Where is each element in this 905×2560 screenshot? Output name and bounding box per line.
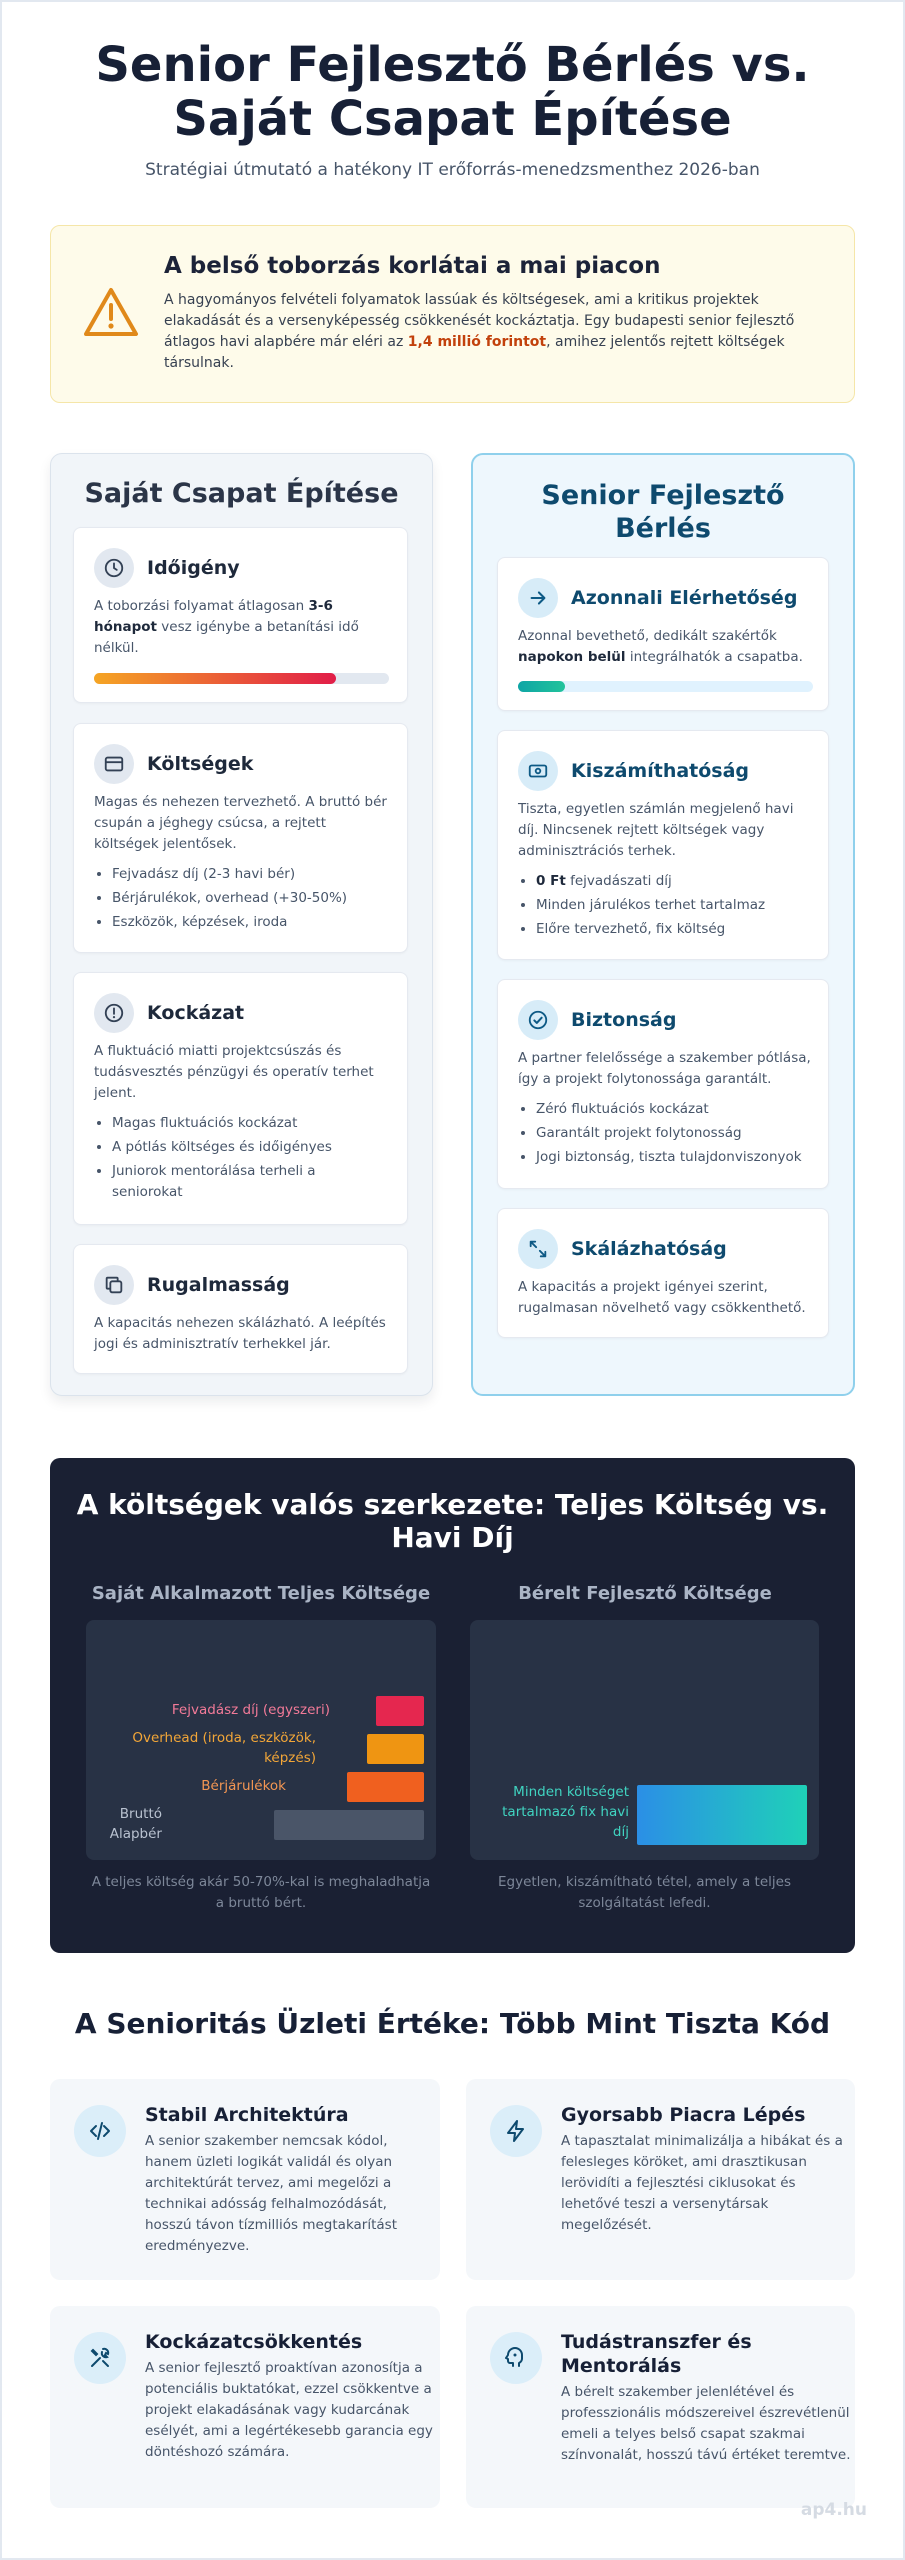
arrow-right-icon: [518, 578, 558, 618]
card-text-security: A partner felelőssége a szakember pótlása, így a projekt folytonossága garantált.: [518, 1050, 811, 1087]
list-item: • Magas fluktuációs kockázat: [112, 1111, 389, 1135]
alert-text-part-2: , amihez jelentős rejtett költségek társulnak.: [164, 334, 785, 371]
availability-progress-track: [518, 681, 813, 692]
page-title: [0, 38, 905, 146]
value-text-architecture: A senior szakember nemcsak kódol, hanem üzleti logikát validál és olyan architektúrát tervez, ami megelőzi a technikai adósság felhalmozódását, hosszú távon tízmilliós megtakarítást eredményezve.: [145, 2133, 397, 2254]
card-costs: [73, 723, 408, 953]
value-text-knowledge-transfer: A bérelt szakember jelenlétével és professzionális módszereivel észrevétlenül emeli a telyes belső csapat szakmai színvonalát, hosszú távú értéket teremtve.: [561, 2384, 851, 2463]
cost-structure-section: [50, 1458, 855, 1953]
rental-cost-chart: [470, 1620, 819, 1860]
label-contributions: Bérjárulékok: [201, 1778, 286, 1794]
alert-circle-icon: [94, 993, 134, 1033]
card-time-requirement: [73, 527, 408, 703]
list-item: • Eszközök, képzések, iroda: [112, 910, 389, 934]
own-note-line-1: A teljes költség akár 50-70%-kal is meghaladhatja: [91, 1874, 431, 1890]
card-title-availability: Azonnali Elérhetőség: [571, 587, 798, 609]
bar-gross-salary: [274, 1810, 424, 1840]
label-overhead-line-2: képzés): [264, 1750, 316, 1766]
time-text-bold: 3-6 hónapot: [94, 598, 333, 635]
expand-icon: [518, 1229, 558, 1269]
value-title-time-to-market: Gyorsabb Piacra Lépés: [561, 2104, 806, 2126]
time-progress-fill: [94, 673, 336, 684]
own-team-column: [50, 453, 433, 1396]
card-text-flex: A kapacitás nehezen skálázható. A leépítés jogi és adminisztratív terhekkel jár.: [94, 1315, 386, 1352]
availability-progress-fill: [518, 681, 565, 692]
page-subtitle: Stratégiai útmutató a hatékony IT erőforrás-menedzsmenthez 2026-ban: [145, 160, 760, 180]
check-circle-icon: [518, 1000, 558, 1040]
own-cost-note: [86, 1872, 436, 1914]
list-item: • Juniorok mentorálása terheli a seniorokat: [112, 1161, 389, 1203]
label-gross-salary: [110, 1804, 162, 1844]
list-item: [536, 869, 813, 893]
card-text-risk: A fluktuáció miatti projektcsúszás és tudásvesztés pénzügyi és operatív terhet jelent.: [94, 1043, 374, 1101]
bar-overhead: [367, 1734, 424, 1764]
cost-title-line-1: A költségek valós szerkezete: Teljes Költség vs.: [76, 1488, 829, 1521]
list-item: • Minden járulékos terhet tartalmaz: [536, 893, 813, 917]
security-list: [518, 1097, 813, 1169]
costs-list: [94, 862, 389, 934]
card-text-availability: [518, 626, 813, 668]
list-item: • Garantált projekt folytonosság: [536, 1121, 813, 1145]
card-text-scalability: A kapacitás a projekt igényei szerint, rugalmasan növelhető vagy csökkenthető.: [518, 1279, 806, 1316]
rental-cost-subtitle: Bérelt Fejlesztő Költsége: [518, 1583, 772, 1604]
rental-note-line-1: Egyetlen, kiszámítható tétel, amely a teljes: [497, 1874, 791, 1890]
tools-icon: [74, 2332, 126, 2384]
card-title-security: Biztonság: [571, 1009, 677, 1031]
alert-text: [164, 290, 834, 374]
alert-title: A belső toborzás korlátai a mai piacon: [164, 253, 661, 279]
rental-note-line-2: szolgáltatást lefedi.: [578, 1895, 711, 1911]
value-card-knowledge-transfer: [466, 2306, 855, 2508]
fixed-fee-line-1: Minden költséget: [513, 1784, 629, 1800]
list-item: • Előre tervezhető, fix költség: [536, 917, 813, 941]
list-item: • A pótlás költséges és időigényes: [112, 1135, 389, 1159]
card-title-scalability: Skálázhatóság: [571, 1238, 727, 1260]
bar-contributions: [347, 1772, 424, 1802]
page-title-line-1: Senior Fejlesztő Bérlés vs.: [95, 37, 810, 93]
value-title-architecture: Stabil Architektúra: [145, 2104, 349, 2126]
label-salary-line-1: Bruttó: [119, 1806, 162, 1822]
time-text-part-2: vesz igénybe a betanítási idő nélkül.: [94, 619, 359, 656]
zero-fee-rest: fejvadászati díj: [565, 873, 672, 889]
rental-column: [471, 453, 855, 1396]
card-text-predictability: Tiszta, egyetlen számlán megjelenő havi díj. Nincsenek rejtett költségek vagy adminisztrációs terhek.: [518, 801, 794, 859]
avail-text-part-2: integrálhatók a csapatba.: [625, 649, 803, 665]
wallet-icon: [94, 744, 134, 784]
alert-text-part-1: A hagyományos felvételi folyamatok lassúak és költségesek, ami a kritikus projektek elakadását és a versenyképesség csökkenését kockáztatja. Egy budapesti senior fejlesztő átlagos havi alapbére már eléri az: [164, 292, 795, 350]
rental-title: [473, 479, 853, 545]
rental-title-line-2: Bérlés: [615, 513, 711, 544]
card-title-costs: Költségek: [147, 753, 254, 775]
value-card-risk-reduction: [50, 2306, 440, 2508]
time-text-part-1: A toborzási folyamat átlagosan: [94, 598, 309, 614]
list-item: • Jogi biztonság, tiszta tulajdonviszonyok: [536, 1145, 813, 1169]
page-title-line-2: Saját Csapat Építése: [173, 91, 732, 147]
list-item: • Zéró fluktuációs kockázat: [536, 1097, 813, 1121]
warning-triangle-icon: [83, 286, 139, 338]
label-overhead: [132, 1728, 316, 1768]
page-header: [0, 38, 905, 180]
card-title-predictability: Kiszámíthatóság: [571, 760, 750, 782]
copy-icon: [94, 1265, 134, 1305]
bar-fixed-fee: [637, 1785, 807, 1845]
label-recruit-fee: Fejvadász díj (egyszeri): [171, 1702, 330, 1718]
label-overhead-line-1: Overhead (iroda, eszközök,: [132, 1730, 316, 1746]
own-note-line-2: a bruttó bért.: [215, 1895, 307, 1911]
predictability-list: [518, 869, 813, 941]
card-risk: [73, 972, 408, 1225]
value-title-risk-reduction: Kockázatcsökkentés: [145, 2331, 363, 2353]
label-salary-line-2: Alapbér: [109, 1826, 162, 1842]
value-title-knowledge-transfer: Tudástranszfer és Mentorálás: [561, 2331, 752, 2377]
own-cost-subtitle: Saját Alkalmazott Teljes Költsége: [91, 1583, 431, 1604]
rental-title-line-1: Senior Fejlesztő: [541, 480, 785, 511]
own-team-title: Saját Csapat Építése: [84, 478, 399, 509]
seniority-value-title: A Senioritás Üzleti Értéke: Több Mint Tiszta Kód: [74, 2007, 831, 2040]
value-card-time-to-market: [466, 2079, 855, 2280]
card-availability: [497, 557, 829, 711]
card-title-flex: Rugalmasság: [147, 1274, 290, 1296]
zero-fee-bold: 0 Ft: [536, 873, 566, 889]
lightning-icon: [490, 2105, 542, 2157]
clock-icon: [94, 548, 134, 588]
avail-text-bold: napokon belül: [518, 649, 626, 665]
value-text-time-to-market: A tapasztalat minimalizálja a hibákat és a felesleges köröket, ami drasztikusan lerövidíti a fejlesztési ciklusokat és lehetővé teszi a versenytársak megelőzését.: [561, 2133, 843, 2233]
value-card-architecture: [50, 2079, 440, 2280]
list-item: • Fejvadász díj (2-3 havi bér): [112, 862, 389, 886]
card-text-costs: Magas és nehezen tervezhető. A bruttó bér csupán a jéghegy csúcsa, a rejtett költségek jelentősek.: [94, 794, 387, 852]
banknote-icon: [518, 751, 558, 791]
card-predictability: [497, 730, 829, 960]
list-item: • Bérjárulékok, overhead (+30-50%): [112, 886, 389, 910]
brain-icon: [490, 2332, 542, 2384]
card-security: [497, 979, 829, 1189]
footer-brand: ap4.hu: [800, 2500, 867, 2520]
card-scalability: [497, 1208, 829, 1338]
fixed-fee-line-3: díj: [612, 1824, 629, 1840]
card-title-risk: Kockázat: [147, 1002, 245, 1024]
time-progress-track: [94, 673, 389, 684]
own-cost-chart: [86, 1620, 436, 1860]
rental-cost-note: [470, 1872, 819, 1914]
cost-section-title: [50, 1488, 855, 1554]
avail-text-part-1: Azonnal bevethető, dedikált szakértők: [518, 628, 777, 644]
label-fixed-fee: [502, 1782, 629, 1842]
risk-list: [94, 1111, 389, 1203]
bar-recruit-fee: [376, 1696, 424, 1726]
card-text-time: [94, 596, 389, 659]
card-title-time: Időigény: [147, 557, 240, 579]
code-icon: [74, 2105, 126, 2157]
value-text-risk-reduction: A senior fejlesztő proaktívan azonosítja a potenciális buktatókat, ezzel csökkentve a projekt elakadásának vagy kudarcának esélyét, ami a legértékesebb garancia egy döntéshozó számára.: [145, 2360, 433, 2460]
card-flexibility: [73, 1244, 408, 1374]
fixed-fee-line-2: tartalmazó fix havi: [502, 1804, 629, 1820]
cost-title-line-2: Havi Díj: [391, 1521, 514, 1554]
alert-salary-highlight: 1,4 millió forintot: [407, 334, 547, 350]
recruitment-limits-alert: [50, 225, 855, 403]
